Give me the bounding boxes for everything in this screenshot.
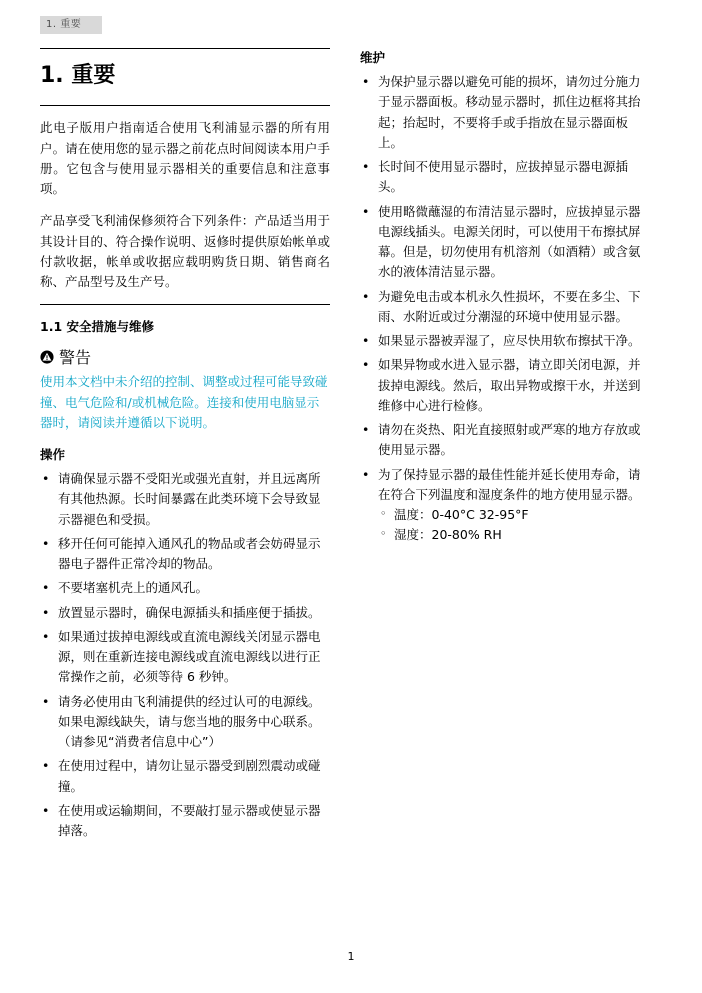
left-column [40, 48, 330, 851]
warning-label: 警告 [59, 348, 92, 368]
sub-list-item: ◦ 湿度：20-80% RH [378, 525, 650, 545]
list-item: • 为保护显示器以避免可能的损坏，请勿过分施力于显示器面板。移动显示器时，抓住边框将其抬起；抬起时，不要将手或手指放在显示器面板上。 [360, 72, 650, 153]
list-item: • 如果通过拔掉电源线或直流电源线关闭显示器电源，则在重新连接电源线或直流电源线以进行正常操作之前，必须等待 6 秒钟。 [40, 627, 330, 688]
page-number: 1 [347, 950, 355, 963]
list-item: • 如果异物或水进入显示器，请立即关闭电源，并拔掉电源线。然后，取出异物或擦干水，并送到维修中心进行检修。 [360, 355, 650, 416]
list-item: • 不要堵塞机壳上的通风孔。 [40, 578, 330, 598]
list-item-text: 为了保持显示器的最佳性能并延长使用寿命，请在符合下列温度和湿度条件的地方使用显示器。 [378, 466, 641, 502]
list-item: • 在使用过程中，请勿让显示器受到剧烈震动或碰撞。 [40, 756, 330, 797]
list-item: • 为避免电击或本机永久性损坏，不要在多尘、下雨、水附近或过分潮湿的环境中使用显示器。 [360, 287, 650, 328]
section-title: 1.1 安全措施与维修 [40, 319, 154, 335]
list-item: • 请勿在炎热、阳光直接照射或严寒的地方存放或使用显示器。 [360, 420, 650, 461]
warning-text: 使用本文档中未介绍的控制、调整或过程可能导致碰撞、电气危险和/或机械危险。连接和使用电脑显示器时，请阅读并遵循以下说明。 [40, 374, 328, 430]
operation-list [40, 469, 330, 841]
page-title: 1. 重要 [40, 63, 116, 88]
maintenance-heading: 维护 [360, 50, 386, 65]
maintenance-list [360, 72, 650, 546]
right-column [360, 48, 650, 556]
divider-above-section [40, 304, 330, 305]
list-item: • 放置显示器时，确保电源插头和插座便于插拔。 [40, 603, 330, 623]
chapter-tab: 1. 重要 [40, 16, 102, 34]
list-item: • 使用略微蘸湿的布清洁显示器时，应拔掉显示器电源线插头。电源关闭时，可以使用干布擦拭屏幕。但是，切勿使用有机溶剂（如酒精）或含氨水的液体清洁显示器。 [360, 202, 650, 283]
list-item: • 在使用或运输期间，不要敲打显示器或使显示器掉落。 [40, 801, 330, 842]
divider-top-left [40, 48, 330, 49]
list-item: • 长时间不使用显示器时，应拔掉显示器电源插头。 [360, 157, 650, 198]
intro-paragraph-1: 此电子版用户指南适合使用飞利浦显示器的所有用户。请在使用您的显示器之前花点时间阅读本用户手册。它包含与使用显示器相关的重要信息和注意事项。 [40, 120, 330, 197]
list-item [360, 465, 650, 546]
divider-under-title [40, 105, 330, 106]
warning-triangle-icon [40, 350, 54, 364]
list-item: • 请务必使用由飞利浦提供的经过认可的电源线。如果电源线缺失，请与您当地的服务中心联系。（请参见“消费者信息中心”） [40, 692, 330, 753]
list-item: • 如果显示器被弄湿了，应尽快用软布擦拭干净。 [360, 331, 650, 351]
list-item: • 移开任何可能掉入通风孔的物品或者会妨碍显示器电子器件正常冷却的物品。 [40, 534, 330, 575]
temperature-humidity-list [378, 505, 650, 546]
intro-paragraph-2: 产品享受飞利浦保修须符合下列条件：产品适当用于其设计目的、符合操作说明、返修时提供原始帐单或付款收据，帐单或收据应载明购货日期、销售商名称、产品型号及生产号。 [40, 213, 330, 290]
operation-heading: 操作 [40, 447, 66, 463]
list-item: • 请确保显示器不受阳光或强光直射，并且远离所有其他热源。长时间暴露在此类环境下会导致显示器褪色和受损。 [40, 469, 330, 530]
sub-list-item: ◦ 温度：0-40°C 32-95°F [378, 505, 650, 525]
warning-header [40, 345, 330, 368]
